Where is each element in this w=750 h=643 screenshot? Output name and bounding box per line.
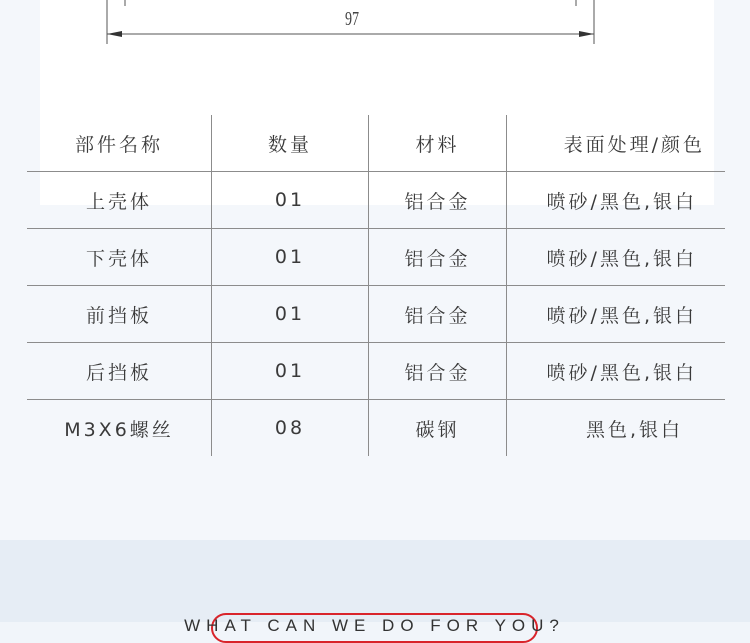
cell-part-name: 上壳体: [27, 172, 212, 228]
arrowhead-left: [107, 31, 122, 37]
cell-material: 碳钢: [369, 400, 507, 456]
header-finish: 表面处理/颜色: [563, 133, 705, 156]
header-quantity: 数量: [212, 115, 369, 171]
cell-part-name: 下壳体: [27, 229, 212, 285]
cell-part-name: M3X6螺丝: [27, 400, 212, 456]
cta-banner[interactable]: [184, 613, 565, 643]
cell-part-name: 前挡板: [27, 286, 212, 342]
header-material: 材料: [369, 115, 507, 171]
cell-material: 铝合金: [369, 172, 507, 228]
table-row: [27, 343, 725, 400]
table-row: [27, 229, 725, 286]
dimension-label: 97: [345, 8, 359, 30]
table-row: [27, 400, 725, 456]
service-section: [0, 540, 750, 635]
cell-quantity: 08: [212, 400, 369, 456]
table-row: [27, 286, 725, 343]
cell-quantity: 01: [212, 343, 369, 399]
cell-material: 铝合金: [369, 286, 507, 342]
cell-finish: 喷砂/黑色,银白: [546, 304, 697, 327]
table-header-row: [27, 115, 725, 172]
cell-finish: 黑色,银白: [585, 418, 683, 441]
cell-quantity: 01: [212, 286, 369, 342]
parts-table: [27, 115, 725, 456]
cell-material: 铝合金: [369, 343, 507, 399]
cell-material: 铝合金: [369, 229, 507, 285]
cell-part-name: 后挡板: [27, 343, 212, 399]
arrowhead-right: [579, 31, 594, 37]
cta-label: WHAT CAN WE DO FOR YOU?: [184, 616, 565, 635]
cell-quantity: 01: [212, 172, 369, 228]
header-part-name: 部件名称: [27, 115, 212, 171]
cell-finish: 喷砂/黑色,银白: [546, 190, 697, 213]
table-row: [27, 172, 725, 229]
cell-finish: 喷砂/黑色,银白: [546, 247, 697, 270]
cell-quantity: 01: [212, 229, 369, 285]
cell-finish: 喷砂/黑色,银白: [546, 361, 697, 384]
